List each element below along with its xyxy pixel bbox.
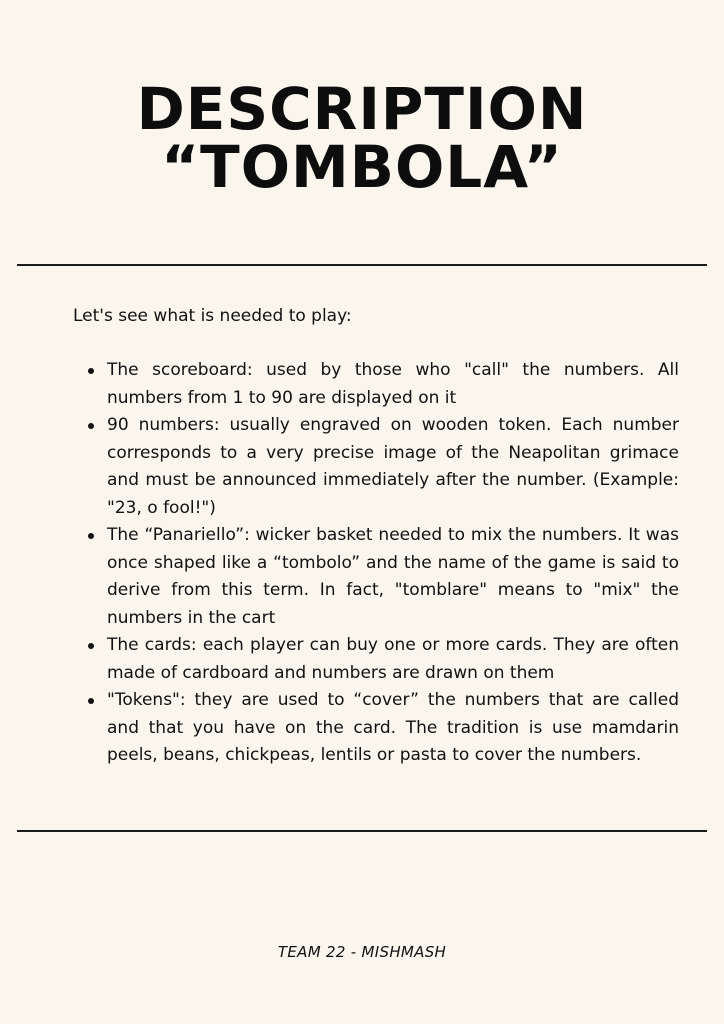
list-item [107,357,679,412]
bullet-icon [88,643,94,649]
list-item-text: The cards: each player can buy one or more cards. They are often made of cardboard and numbers are drawn on them [107,635,679,683]
list-item-text: "Tokens": they are used to “cover” the numbers that are called and that you have on the card. The tradition is use mamdarin peels, beans, chickpeas, lentils or pasta to cover the numbers. [107,690,679,765]
bullet-icon [88,368,94,374]
title-line-1: DESCRIPTION [136,75,588,143]
bottom-divider [17,830,707,832]
list-item-text: The “Panariello”: wicker basket needed to mix the numbers. It was once shaped like a “tombolo” and the name of the game is said to derive from this term. In fact, "tomblare" means to "mix" the numbers in the cart [107,525,679,628]
intro-text: Let's see what is needed to play: [73,306,352,326]
list-item-text: The scoreboard: used by those who "call" the numbers. All numbers from 1 to 90 are displayed on it [107,360,679,408]
requirements-list [107,357,679,770]
list-item [107,632,679,687]
title-line-2: “TOMBOLA” [161,133,563,201]
list-item [107,522,679,632]
list-item [107,687,679,770]
top-divider [17,264,707,266]
footer-text: TEAM 22 - MISHMASH [277,943,447,961]
page-title [0,75,724,201]
list-item [107,412,679,522]
list-item-text: 90 numbers: usually engraved on wooden token. Each number corresponds to a very precise image of the Neapolitan grimace and must be announced immediately after the number. (Example: "23, o fool!") [107,415,679,518]
bullet-icon [88,533,94,539]
bullet-icon [88,698,94,704]
bullet-icon [88,423,94,429]
